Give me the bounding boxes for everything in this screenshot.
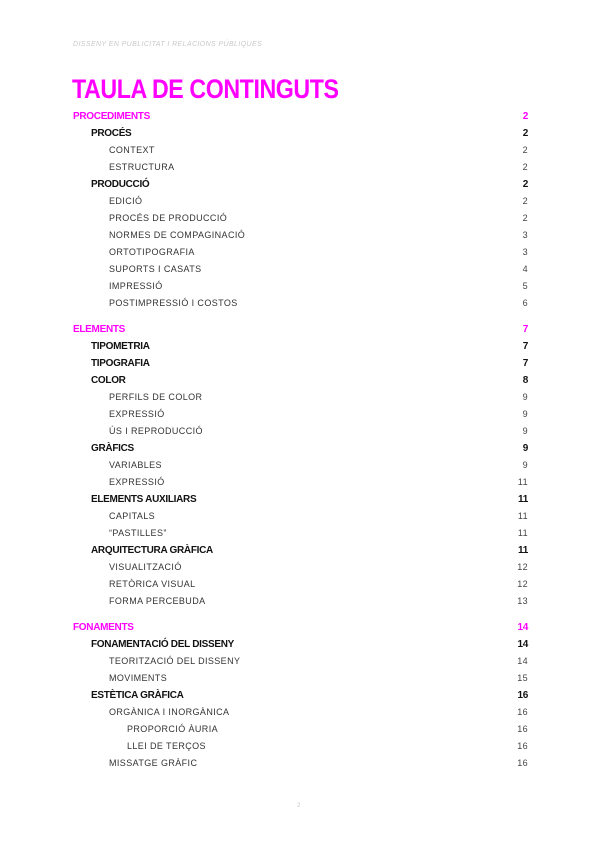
toc-entry-label: ARQUITECTURA GRÀFICA (91, 545, 213, 556)
toc-chapter[interactable] (73, 338, 528, 355)
toc-entry-page: 2 (522, 213, 528, 223)
toc-entry-label: EXPRESSIÓ (109, 477, 165, 487)
toc-section-heading[interactable] (73, 108, 528, 125)
toc-entry-page: 11 (518, 545, 528, 556)
toc-chapter[interactable] (73, 440, 528, 457)
toc-entry-page: 3 (522, 230, 528, 240)
toc-entry-label: CAPITALS (109, 511, 156, 521)
toc-entry-label: ORGÀNICA I INORGÀNICA (109, 707, 230, 717)
toc-entry-page: 12 (517, 562, 528, 572)
toc-chapter[interactable] (73, 636, 528, 653)
toc-entry-label: RETÒRICA VISUAL (109, 579, 196, 589)
toc-subentry[interactable] (73, 576, 528, 593)
toc-entry-page: 9 (522, 460, 528, 470)
toc-entry-label: PROPORCIÓ ÀURIA (127, 724, 219, 734)
toc-entry-page: 4 (522, 264, 528, 274)
toc-entry-page: 9 (522, 409, 528, 419)
toc-entry-page: 11 (518, 494, 528, 505)
toc-subentry[interactable] (73, 278, 528, 295)
toc-subentry[interactable] (73, 704, 528, 721)
toc-subentry[interactable] (73, 755, 528, 772)
toc-subentry[interactable] (73, 261, 528, 278)
toc-entry-label: NORMES DE COMPAGINACIÓ (109, 230, 246, 240)
toc-section-heading[interactable] (73, 619, 528, 636)
toc-section-heading[interactable] (73, 321, 528, 338)
toc-chapter[interactable] (73, 355, 528, 372)
toc-entry-page: 7 (522, 341, 528, 352)
toc-subentry[interactable] (73, 244, 528, 261)
toc-entry-page: 6 (522, 298, 528, 308)
toc-entry-label: POSTIMPRESSIÓ I COSTOS (109, 298, 238, 308)
toc-entry-label: ÚS I REPRODUCCIÓ (109, 426, 203, 436)
toc-entry-label: “PASTILLES” (109, 528, 167, 538)
toc-subentry[interactable] (73, 457, 528, 474)
toc-subentry[interactable] (73, 653, 528, 670)
toc-entry-label: COLOR (91, 375, 126, 386)
toc-entry-label: PROCÉS (91, 128, 132, 139)
toc-entry-page: 16 (517, 741, 528, 751)
toc-subentry[interactable] (73, 389, 528, 406)
toc-section (73, 321, 528, 610)
toc-chapter[interactable] (73, 176, 528, 193)
toc-entry-page: 2 (522, 128, 528, 139)
toc-subentry[interactable] (73, 721, 528, 738)
toc-entry-label: FONAMENTACIÓ DEL DISSENY (91, 639, 234, 650)
toc-subentry[interactable] (73, 474, 528, 491)
toc-subentry[interactable] (73, 406, 528, 423)
toc-entry-page: 14 (517, 639, 528, 650)
toc-entry-label: TIPOGRAFIA (91, 358, 150, 369)
toc-entry-page: 2 (522, 196, 528, 206)
toc-section (73, 619, 528, 772)
toc-entry-label: VARIABLES (109, 460, 162, 470)
toc-subentry[interactable] (73, 193, 528, 210)
toc-entry-label: LLEI DE TERÇOS (127, 741, 206, 751)
toc-entry-label: ELEMENTS (73, 324, 126, 335)
toc-entry-page: 11 (517, 528, 528, 538)
toc-entry-label: TIPOMETRIA (91, 341, 150, 352)
toc-entry-page: 9 (522, 443, 528, 454)
toc-subentry[interactable] (73, 423, 528, 440)
toc-subentry[interactable] (73, 670, 528, 687)
toc-entry-label: FONAMENTS (73, 622, 134, 633)
toc-entry-page: 14 (517, 656, 528, 666)
toc-entry-label: PERFILS DE COLOR (109, 392, 203, 402)
toc-entry-label: ESTÈTICA GRÀFICA (91, 690, 184, 701)
toc-entry-label: CONTEXT (109, 145, 155, 155)
toc-entry-page: 11 (517, 477, 528, 487)
toc-entry-label: PRODUCCIÓ (91, 179, 150, 190)
table-of-contents (73, 108, 528, 781)
toc-entry-page: 8 (522, 375, 528, 386)
toc-section (73, 108, 528, 312)
toc-entry-page: 2 (522, 162, 528, 172)
toc-entry-label: FORMA PERCEBUDA (109, 596, 206, 606)
toc-entry-label: MOVIMENTS (109, 673, 168, 683)
toc-subentry[interactable] (73, 508, 528, 525)
toc-entry-label: ESTRUCTURA (109, 162, 175, 172)
toc-entry-page: 2 (522, 179, 528, 190)
toc-entry-label: ELEMENTS AUXILIARS (91, 494, 197, 505)
toc-entry-page: 2 (522, 111, 528, 122)
toc-entry-page: 5 (522, 281, 528, 291)
toc-subentry[interactable] (73, 593, 528, 610)
toc-entry-page: 9 (522, 392, 528, 402)
toc-entry-page: 16 (517, 707, 528, 717)
toc-entry-label: VISUALITZACIÓ (109, 562, 182, 572)
toc-subentry[interactable] (73, 142, 528, 159)
toc-entry-page: 2 (522, 145, 528, 155)
toc-subentry[interactable] (73, 227, 528, 244)
toc-entry-page: 9 (522, 426, 528, 436)
toc-entry-page: 13 (517, 596, 528, 606)
toc-entry-page: 16 (517, 724, 528, 734)
toc-chapter[interactable] (73, 542, 528, 559)
toc-subentry[interactable] (73, 159, 528, 176)
toc-entry-page: 14 (517, 622, 528, 633)
toc-entry-label: EXPRESSIÓ (109, 409, 165, 419)
toc-entry-label: IMPRESSIÓ (109, 281, 163, 291)
toc-chapter[interactable] (73, 687, 528, 704)
toc-chapter[interactable] (73, 372, 528, 389)
toc-entry-label: EDICIÓ (109, 196, 143, 206)
running-head: DISSENY EN PUBLICITAT I RELACIONS PÚBLIQUES (73, 41, 263, 48)
toc-entry-label: PROCEDIMENTS (73, 111, 150, 122)
toc-entry-page: 16 (517, 690, 528, 701)
toc-entry-page: 7 (522, 358, 528, 369)
toc-entry-page: 3 (522, 247, 528, 257)
toc-subentry[interactable] (73, 525, 528, 542)
toc-chapter[interactable] (73, 125, 528, 142)
page-title: TAULA DE CONTINGUTS (72, 74, 339, 104)
toc-entry-page: 16 (517, 758, 528, 768)
toc-entry-label: ORTOTIPOGRAFIA (109, 247, 195, 257)
toc-chapter[interactable] (73, 491, 528, 508)
toc-entry-page: 12 (517, 579, 528, 589)
toc-entry-page: 15 (517, 673, 528, 683)
toc-subentry[interactable] (73, 210, 528, 227)
toc-entry-label: TEORITZACIÓ DEL DISSENY (109, 656, 241, 666)
toc-entry-label: MISSATGE GRÀFIC (109, 758, 198, 768)
toc-entry-label: GRÀFICS (91, 443, 134, 454)
toc-subentry[interactable] (73, 738, 528, 755)
toc-subentry[interactable] (73, 295, 528, 312)
toc-entry-page: 11 (517, 511, 528, 521)
toc-subentry[interactable] (73, 559, 528, 576)
page-number: 2 (297, 803, 301, 809)
toc-entry-page: 7 (522, 324, 528, 335)
toc-entry-label: SUPORTS I CASATS (109, 264, 202, 274)
toc-entry-label: PROCÉS DE PRODUCCIÓ (109, 213, 228, 223)
